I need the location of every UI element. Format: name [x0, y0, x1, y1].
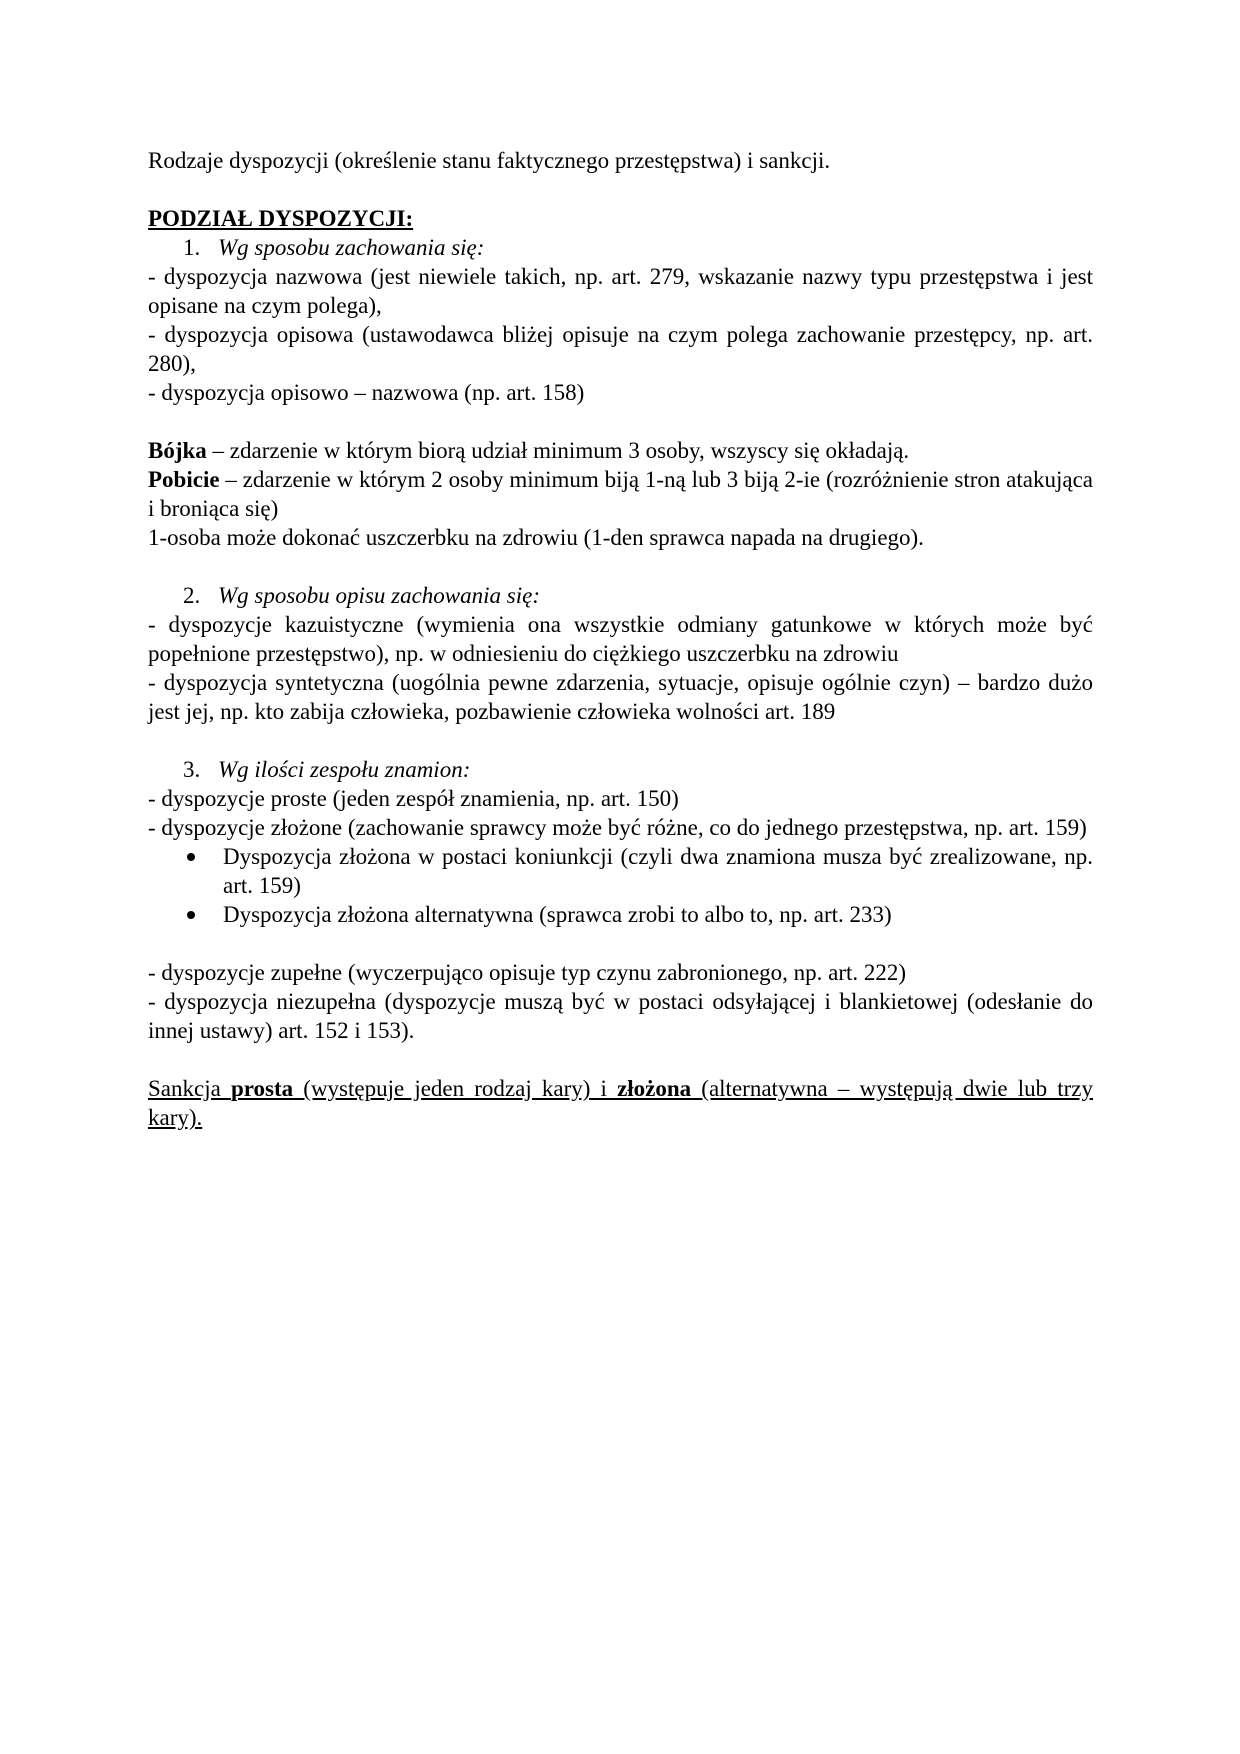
completeness-line: - dyspozycje zupełne (wyczerpująco opisuje typ czynu zabronionego, np. art. 222)	[148, 960, 907, 985]
section1-line: - dyspozycja nazwowa (jest niewiele takich, np. art. 279, wskazanie nazwy typu przestępstwa i jest opisane na czym polega),	[148, 264, 1093, 318]
section2-line: - dyspozycja syntetyczna (uogólnia pewne zdarzenia, sytuacje, opisuje ogólnie czyn) – bardzo dużo jest jej, np. kto zabija człowieka, pozbawienie człowieka wolności art. 189	[148, 670, 1093, 724]
section-heading: PODZIAŁ DYSPOZYCJI:	[148, 206, 414, 231]
bullet-icon	[187, 853, 195, 861]
section1-title	[148, 233, 1093, 262]
sanction-paragraph	[148, 1074, 1093, 1132]
section3-number: 3.	[183, 757, 201, 782]
sanction-text: (alternatywna – występują dwie lub trzy kary).	[148, 1076, 1094, 1130]
section1-number: 1.	[183, 235, 201, 260]
definition-text: – zdarzenie w którym 2 osoby minimum biją 1-ną lub 3 biją 2-ie (rozróżnienie stron atakująca i broniąca się)	[148, 467, 1093, 521]
section2-title-text: Wg sposobu opisu zachowania się:	[218, 583, 540, 608]
bullet-text: Dyspozycja złożona w postaci koniunkcji (czyli dwa znamiona musza być zrealizowane, np. art. 159)	[223, 844, 1093, 898]
spacer	[148, 1045, 1093, 1074]
section3-bullet-list	[148, 842, 1093, 929]
section2-title	[148, 581, 1093, 610]
definition-term: Bójka	[148, 438, 207, 463]
section3-title-text: Wg ilości zespołu znamion:	[218, 757, 471, 782]
section2-number: 2.	[183, 583, 201, 608]
section3-line: - dyspozycje proste (jeden zespół znamienia, np. art. 150)	[148, 786, 679, 811]
definition-bojka	[148, 436, 1093, 465]
completeness-line: - dyspozycja niezupełna (dyspozycje muszą być w postaci odsyłającej i blankietowej (odesłanie do innej ustawy) art. 152 i 153).	[148, 989, 1093, 1043]
bullet-icon	[187, 911, 195, 919]
spacer	[148, 929, 1093, 958]
spacer	[148, 175, 1093, 204]
spacer	[148, 552, 1093, 581]
section1-line: - dyspozycja opisowo – nazwowa (np. art. 158)	[148, 380, 585, 405]
section1-line: - dyspozycja opisowa (ustawodawca bliżej opisuje na czym polega zachowanie przestępcy, np. art. 280),	[148, 322, 1093, 376]
definition-term: Pobicie	[148, 467, 220, 492]
spacer	[148, 407, 1093, 436]
bullet-item	[148, 900, 1093, 929]
spacer	[148, 726, 1093, 755]
section1-title-text: Wg sposobu zachowania się:	[218, 235, 485, 260]
sanction-text: (występuje jeden rodzaj kary) i	[293, 1076, 618, 1101]
document-page	[148, 146, 1093, 1132]
section3-line: - dyspozycje złożone (zachowanie sprawcy może być różne, co do jednego przestępstwa, np. art. 159)	[148, 815, 1087, 840]
bullet-item	[148, 842, 1093, 900]
definition-text: – zdarzenie w którym biorą udział minimum 3 osoby, wszyscy się okładają.	[206, 438, 910, 463]
sanction-prosta: prosta	[230, 1076, 294, 1101]
bullet-text: Dyspozycja złożona alternatywna (sprawca zrobi to albo to, np. art. 233)	[223, 902, 892, 927]
definition-note: 1-osoba może dokonać uszczerbku na zdrowiu (1-den sprawca napada na drugiego).	[148, 525, 924, 550]
section3-title	[148, 755, 1093, 784]
definition-pobicie	[148, 465, 1093, 523]
sanction-zlozona: złożona	[617, 1076, 692, 1101]
sanction-text: Sankcja	[148, 1076, 231, 1101]
intro-line: Rodzaje dyspozycji (określenie stanu faktycznego przestępstwa) i sankcji.	[148, 148, 831, 173]
section2-line: - dyspozycje kazuistyczne (wymienia ona wszystkie odmiany gatunkowe w których może być popełnione przestępstwo), np. w odniesieniu do ciężkiego uszczerbku na zdrowiu	[148, 612, 1093, 666]
